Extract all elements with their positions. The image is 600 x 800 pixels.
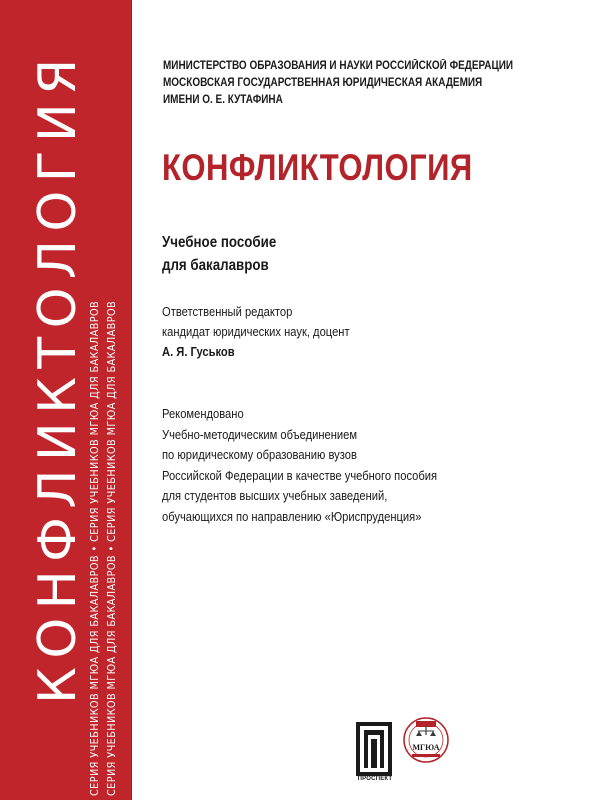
editor-block xyxy=(162,302,506,362)
recommendation-line: Учебно-методическим объединением xyxy=(162,426,358,442)
publisher-label: ПРОСПЕКТ xyxy=(357,776,393,782)
editor-degree: кандидат юридических наук, доцент xyxy=(162,324,350,339)
recommendation-line: обучающихся по направлению «Юриспруденция» xyxy=(162,508,422,524)
mgua-emblem-icon xyxy=(402,715,450,765)
book-subtitle xyxy=(162,231,420,277)
ministry-header xyxy=(163,57,524,108)
spine-title: КОНФЛИКТОЛОГИЯ xyxy=(28,50,88,704)
prospekt-logo-icon xyxy=(356,722,392,776)
recommendation-line: Российской Федерации в качестве учебного пособия xyxy=(162,467,438,483)
editor-name: А. Я. Гуськов xyxy=(162,344,235,359)
ministry-line-1: МИНИСТЕРСТВО ОБРАЗОВАНИЯ И НАУКИ РОССИЙСКОЙ ФЕДЕРАЦИИ xyxy=(163,59,514,72)
subtitle-line-2: для бакалавров xyxy=(162,257,269,274)
recommendation-line: по юридическому образованию вузов xyxy=(162,447,357,462)
subtitle-line-1: Учебное пособие xyxy=(162,234,277,251)
series-line-2: СЕРИЯ УЧЕБНИКОВ МГЮА ДЛЯ БАКАЛАВРОВ • СЕРИЯ УЧЕБНИКОВ МГЮА ДЛЯ БАКАЛАВРОВ xyxy=(105,300,118,796)
academy-mark: МГЮА xyxy=(412,743,440,752)
ministry-line-2: МОСКОВСКАЯ ГОСУДАРСТВЕННАЯ ЮРИДИЧЕСКАЯ АКАДЕМИЯ xyxy=(163,76,483,89)
book-title: КОНФЛИКТОЛОГИЯ xyxy=(162,147,473,188)
series-line-1: СЕРИЯ УЧЕБНИКОВ МГЮА ДЛЯ БАКАЛАВРОВ • СЕРИЯ УЧЕБНИКОВ МГЮА ДЛЯ БАКАЛАВРОВ xyxy=(88,300,101,796)
spine-divider xyxy=(131,0,132,800)
ministry-line-3: ИМЕНИ О. Е. КУТАФИНА xyxy=(163,93,283,106)
editor-role: Ответственный редактор xyxy=(162,304,293,319)
recommendation-line: Рекомендовано xyxy=(162,406,244,421)
recommendation-line: для студентов высших учебных заведений, xyxy=(162,488,388,503)
recommendation-block xyxy=(162,404,540,527)
